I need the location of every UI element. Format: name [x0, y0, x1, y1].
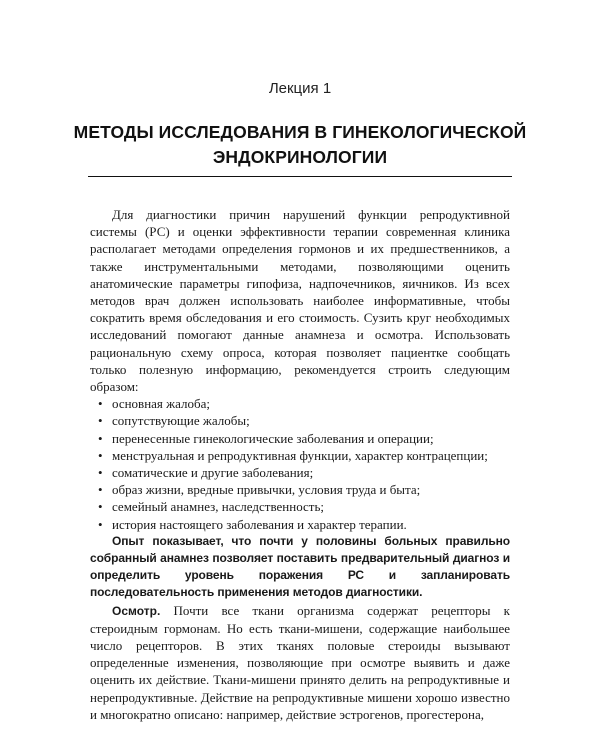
- title-divider: [88, 176, 512, 177]
- list-item: [90, 395, 510, 412]
- bullet-icon: •: [98, 430, 103, 446]
- list-item: [90, 516, 510, 533]
- list-item: [90, 498, 510, 515]
- list-item-text: сопутствующие жалобы;: [112, 413, 250, 429]
- list-item: [90, 430, 510, 447]
- intro-paragraph: Для диагностики причин нарушений функции репродуктивной системы (РС) и оценки эффективности терапии современная клиника располагает методами определения гормонов и их предшественников, а также инструментальными методами, позволяющими оценить анатомические параметры гипофиза, надпочечников, яичников. Из всех методов врач должен использовать наиболее информативные, чтобы сократить время обследования и его стоимость. Сузить круг необходимых исследований помогают данные анамнеза и осмотра. Использовать рациональную схему опроса, которая позволяет пациентке сообщать только полезную информацию, рекомендуется строить следующим образом:: [90, 207, 510, 395]
- list-item-text: соматические и другие заболевания;: [112, 465, 314, 481]
- examination-paragraph: [90, 602, 510, 723]
- chapter-title: МЕТОДЫ ИССЛЕДОВАНИЯ В ГИНЕКОЛОГИЧЕСКОЙ ЭНДОКРИНОЛОГИИ: [73, 122, 527, 167]
- bullet-icon: •: [98, 396, 103, 412]
- body-text: [90, 206, 510, 723]
- bullet-icon: •: [98, 499, 103, 515]
- list-item-text: история настоящего заболевания и характер терапии.: [112, 516, 407, 532]
- bullet-icon: •: [98, 447, 103, 463]
- key-finding-paragraph: Опыт показывает, что почти у половины больных правильно собранный анамнез позволяет поставить предварительный диагноз и определить уровень поражения РС и запланировать последовательность применения методов диагностики.: [90, 533, 510, 600]
- examination-heading: Осмотр.: [112, 603, 161, 618]
- list-item-text: семейный анамнез, наследственность;: [112, 499, 325, 515]
- bullet-icon: •: [98, 465, 103, 481]
- bullet-icon: •: [98, 516, 103, 532]
- list-item-text: перенесенные гинекологические заболевания и операции;: [112, 430, 434, 446]
- list-item-text: менструальная и репродуктивная функции, характер контрацепции;: [112, 447, 488, 463]
- list-item: [90, 481, 510, 498]
- lecture-number: Лекция 1: [268, 80, 332, 97]
- list-item-text: образ жизни, вредные привычки, условия труда и быта;: [112, 482, 421, 498]
- bullet-icon: •: [98, 482, 103, 498]
- list-item: [90, 447, 510, 464]
- list-item: [90, 412, 510, 429]
- list-item: [90, 464, 510, 481]
- interview-scheme-list: [90, 395, 510, 533]
- list-item-text: основная жалоба;: [112, 396, 210, 412]
- bullet-icon: •: [98, 413, 103, 429]
- examination-text: Почти все ткани организма содержат рецепторы к стероидным гормонам. Но есть ткани-мишени, содержащие наибольшее число рецепторов. В этих тканях половые стероиды вызывают определенные изменения, позволяющие при осмотре выявить и даже оценить их действие. Ткани-мишени принято делить на репродуктивные и нерепродуктивные. Действие на репродуктивные мишени хорошо известно и многократно описано: например, действие эстрогенов, прогестерона,: [90, 602, 510, 722]
